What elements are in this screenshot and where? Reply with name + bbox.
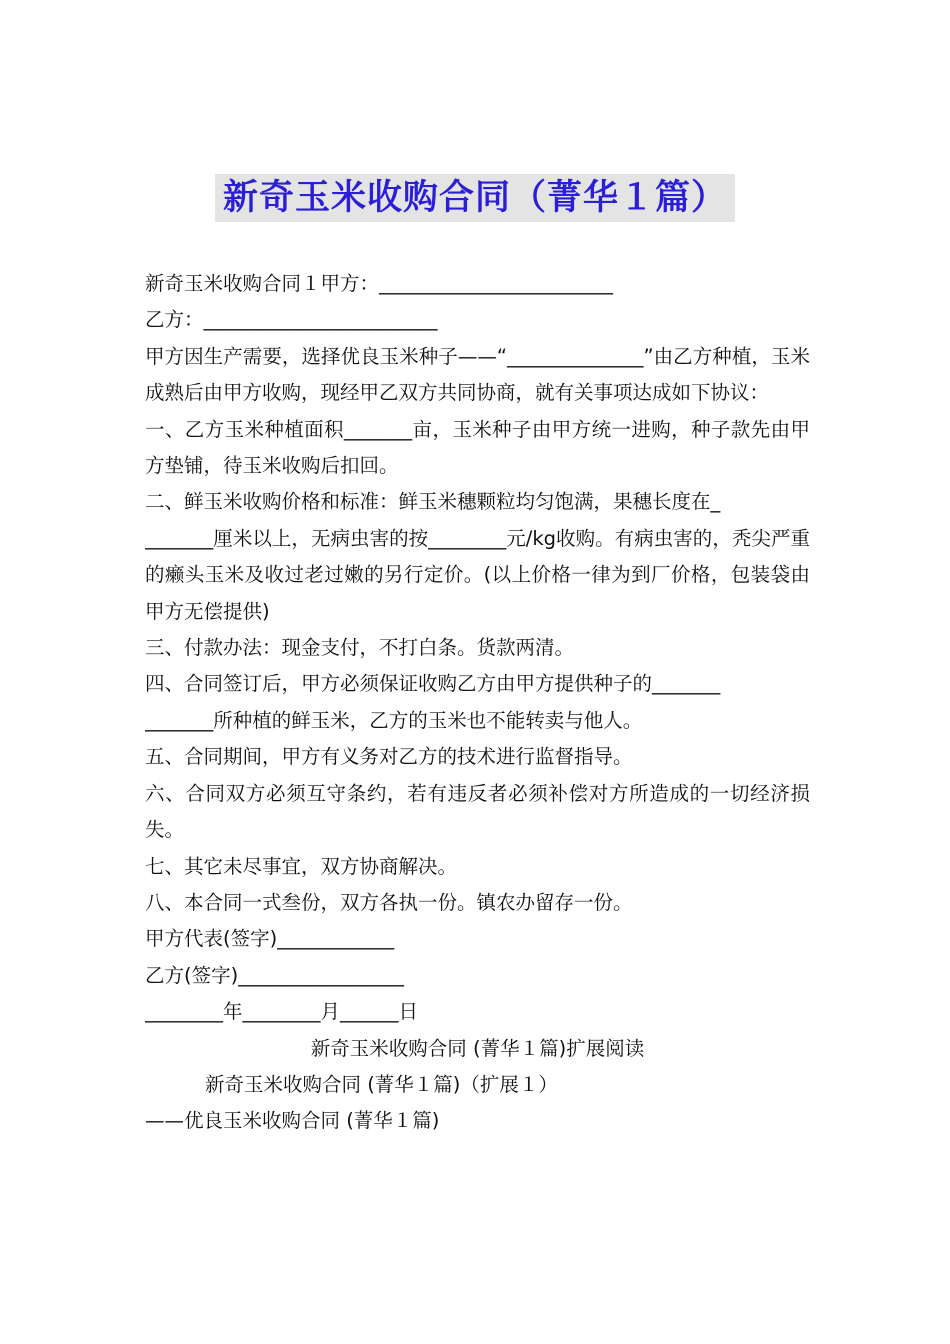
clause-4-line-2: _______所种植的鲜玉米，乙方的玉米也不能转卖与他人。	[145, 708, 643, 732]
extended-sub-title: ——优良玉米收购合同 (菁华１篇)	[145, 1109, 440, 1133]
extended-reading-heading: 新奇玉米收购合同 (菁华１篇)扩展阅读	[310, 1036, 645, 1060]
party-b-signature: 乙方(签字)_________________	[145, 963, 404, 987]
clause-4-line-1: 四、合同签订后，甲方必须保证收购乙方由甲方提供种子的_______	[145, 672, 721, 696]
clause-7: 七、其它未尽事宜，双方协商解决。	[145, 854, 458, 878]
title-area	[0, 174, 950, 222]
party-a-line: 新奇玉米收购合同１甲方：________________________	[145, 272, 614, 295]
date-line: ________年________月______日	[145, 1000, 419, 1024]
party-a-signature: 甲方代表(签字)____________	[145, 927, 395, 951]
clause-8: 八、本合同一式叁份，双方各执一份。镇农办留存一份。	[145, 890, 633, 914]
clause-1: 一、乙方玉米种植面积_______亩，玉米种子由甲方统一进购，种子款先由甲方垫铺，待玉米收购后扣回。	[145, 417, 810, 478]
preamble-paragraph: 甲方因生产需要，选择优良玉米种子——“______________”由乙方种植，玉米成熟后由甲方收购，现经甲乙双方共同协商，就有关事项达成如下协议：	[145, 344, 810, 405]
clause-3: 三、付款办法：现金支付，不打白条。货款两清。	[145, 636, 575, 660]
clause-2-line-1: 二、鲜玉米收购价格和标准：鲜玉米穗颗粒均匀饱满，果穗长度在_	[145, 490, 721, 514]
party-b-line: 乙方：________________________	[145, 308, 438, 332]
contract-body	[145, 266, 810, 1140]
document-title: 新奇玉米收购合同（菁华１篇）	[215, 174, 735, 222]
extended-sub-heading: 新奇玉米收购合同 (菁华１篇)（扩展１）	[205, 1072, 558, 1096]
clause-6: 六、合同双方必须互守条约，若有违反者必须补偿对方所造成的一切经济损失。	[145, 781, 810, 842]
clause-5: 五、合同期间，甲方有义务对乙方的技术进行监督指导。	[145, 745, 633, 769]
clause-2-rest: _______厘米以上，无病虫害的按________元/kg收购。有病虫害的，秃尖严重的癞头玉米及收过老过嫩的另行定价。(以上价格一律为到厂价格，包装袋由甲方无偿提供)	[145, 526, 810, 623]
